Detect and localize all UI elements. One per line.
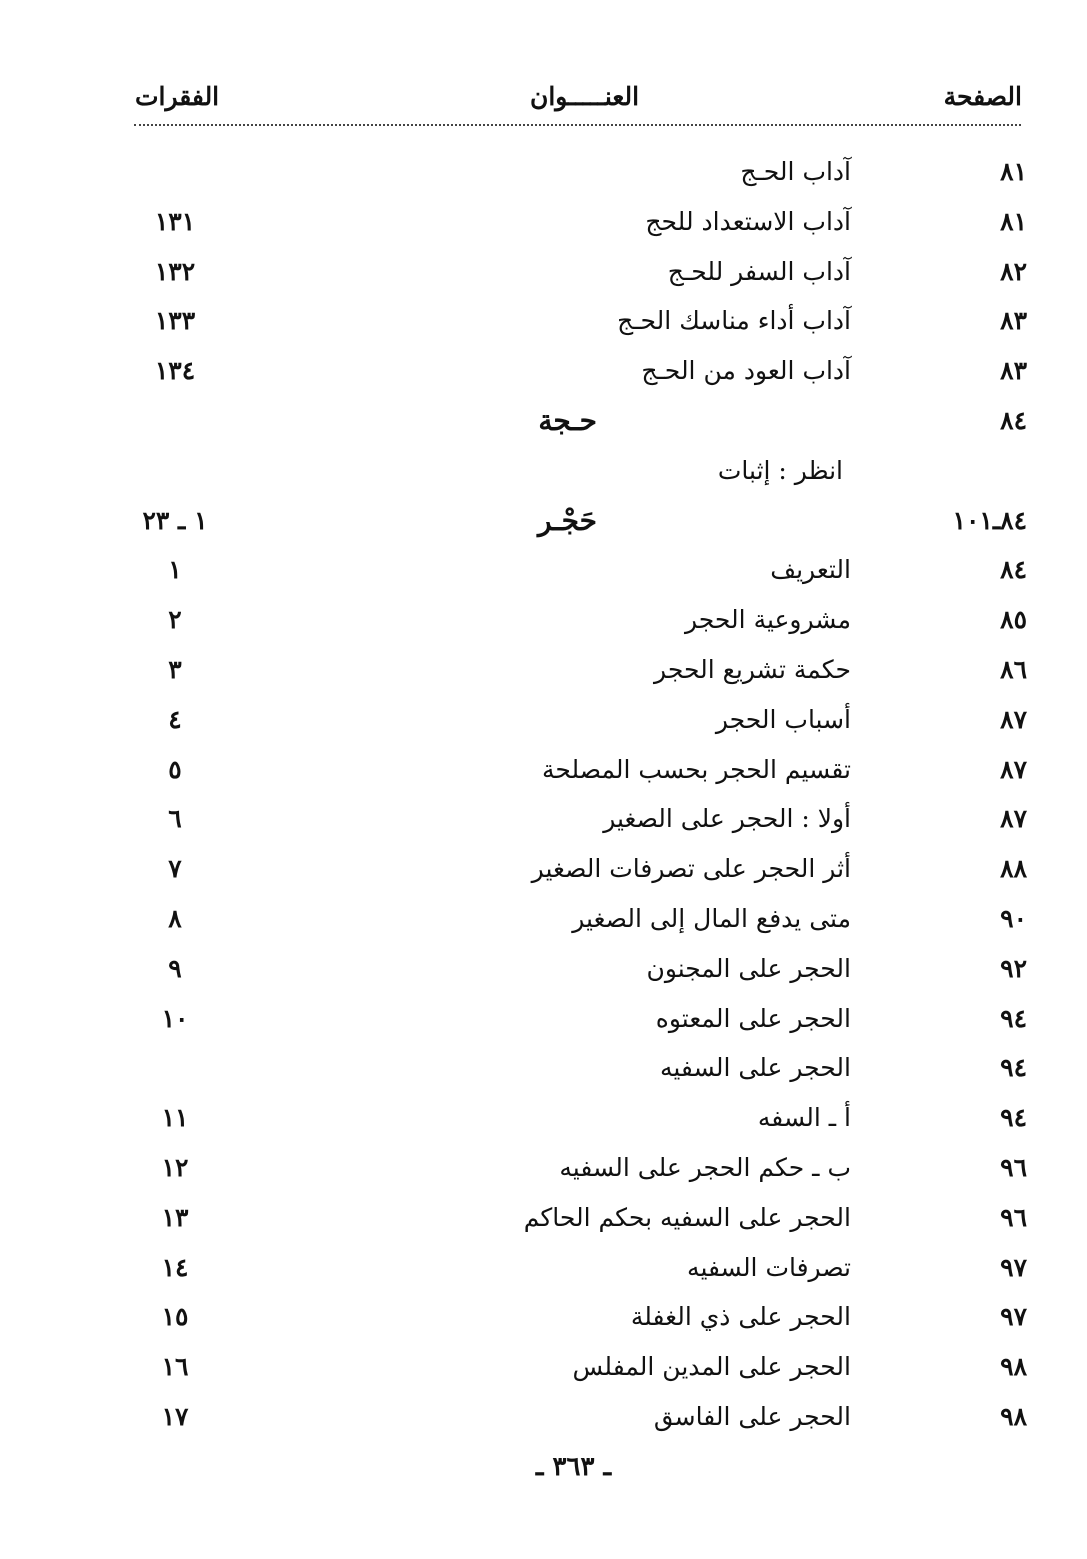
entry-title: آداب الحـج <box>740 157 851 186</box>
list-item <box>0 200 1087 244</box>
entry-paragraph-range: ١ ـ ٢٣ <box>142 505 208 535</box>
list-item <box>0 997 1087 1041</box>
entry-title: أسباب الحجر <box>715 704 851 734</box>
entry-paragraph-range: ١٥ <box>161 1302 189 1332</box>
entry-title: متى يدفع المال إلى الصغير <box>572 904 851 933</box>
entry-title: آداب العود من الحـج <box>641 356 851 386</box>
list-item <box>0 1196 1087 1240</box>
entry-page-number: ٨٨ <box>1000 854 1027 884</box>
list-item <box>0 648 1087 692</box>
entry-paragraph-range: ١٤ <box>161 1252 189 1282</box>
list-item <box>0 847 1087 891</box>
list-item <box>0 748 1087 792</box>
entry-title: الحجر على المدين المفلس <box>572 1352 851 1382</box>
entry-heading: حَجْـر <box>537 503 597 537</box>
entry-paragraph-range: ١ <box>168 555 182 585</box>
entry-page-number: ٨٤ <box>1000 555 1027 585</box>
entry-paragraph-range: ١٢ <box>161 1153 189 1182</box>
entry-heading: حـجة <box>538 404 597 437</box>
entry-page-number: ٩٤ <box>1000 1053 1027 1083</box>
list-item <box>0 1246 1087 1290</box>
entry-page-number: ٨٢ <box>1000 256 1027 286</box>
entry-page-number: ٨٧ <box>1000 804 1027 834</box>
entry-page-number: ٩٢ <box>1000 953 1027 983</box>
entry-paragraph-range: ٦ <box>168 804 182 834</box>
entry-paragraph-range: ١٣٤ <box>154 356 196 386</box>
dotted-divider <box>134 124 1021 126</box>
entry-title: آداب الاستعداد للحج <box>645 206 851 236</box>
entry-paragraph-range: ١٣٢ <box>154 256 196 286</box>
entry-paragraph-range: ٥ <box>168 754 182 784</box>
page-number-footer <box>0 1452 1087 1482</box>
entry-paragraph-range: ٧ <box>168 854 182 884</box>
entry-page-number: ٩٨ <box>1000 1402 1027 1431</box>
entry-title: التعريف <box>770 555 851 585</box>
list-item <box>0 598 1087 642</box>
entry-page-number: ٩٧ <box>1000 1302 1027 1332</box>
entry-title: آداب أداء مناسك الحـج <box>617 306 851 336</box>
entry-paragraph-range: ١٧ <box>161 1402 189 1431</box>
entry-page-number: ٨٧ <box>1000 754 1027 784</box>
list-item <box>0 349 1087 393</box>
list-item <box>0 1146 1087 1190</box>
list-item <box>0 250 1087 294</box>
entry-paragraph-range: ٩ <box>168 953 182 983</box>
entry-page-number: ٩٨ <box>1000 1352 1027 1382</box>
page-number: ـ ٣٦٣ ـ <box>535 1452 612 1482</box>
entry-title: حكمة تشريع الحجر <box>654 655 851 684</box>
entry-page-number: ٩٤ <box>1000 1103 1027 1133</box>
list-item <box>0 1395 1087 1439</box>
entry-see-also: انظر : إثبات <box>717 455 843 485</box>
entry-page-number: ٨٣ <box>1000 306 1027 336</box>
entry-paragraph-range: ١١ <box>161 1103 189 1133</box>
entry-title: ب ـ حكم الحجر على السفيه <box>559 1153 851 1182</box>
table-header <box>130 82 1022 122</box>
entry-paragraph-range: ١٠ <box>161 1003 189 1033</box>
list-item <box>0 1046 1087 1090</box>
entry-page-number: ٩٠ <box>1000 904 1027 933</box>
header-title-column: العنـــــوان <box>530 82 640 111</box>
entry-paragraph-range: ٢ <box>168 605 182 635</box>
list-item <box>0 897 1087 941</box>
list-item <box>0 449 1087 493</box>
list-item <box>0 399 1087 443</box>
entry-page-number: ٨٣ <box>1000 356 1027 386</box>
list-item <box>0 698 1087 742</box>
entry-title: مشروعية الحجر <box>684 605 851 635</box>
entry-title: أولا : الحجر على الصغير <box>603 804 851 834</box>
list-item <box>0 299 1087 343</box>
entry-page-number: ٨٧ <box>1000 704 1027 734</box>
entry-page-number: ٨١ <box>1000 157 1027 186</box>
entry-page-number: ٩٧ <box>1000 1252 1027 1282</box>
entry-page-number: ٩٦ <box>1000 1153 1027 1182</box>
entry-paragraph-range: ١٣١ <box>154 206 196 236</box>
entry-page-number: ٨٦ <box>1000 655 1027 684</box>
entry-page-number: ٨١ <box>1000 206 1027 236</box>
entry-page-number: ٨٤ـ١٠١ <box>952 505 1027 535</box>
entry-title: تقسيم الحجر بحسب المصلحة <box>541 754 851 784</box>
entry-page-number: ٩٤ <box>1000 1003 1027 1033</box>
entry-title: أثر الحجر على تصرفات الصغير <box>531 854 851 884</box>
entry-paragraph-range: ٤ <box>168 704 182 734</box>
list-item <box>0 548 1087 592</box>
list-item <box>0 797 1087 841</box>
list-item <box>0 1295 1087 1339</box>
entry-paragraph-range: ٣ <box>168 655 182 684</box>
entry-title: آداب السفر للحـج <box>667 256 851 286</box>
entry-title: الحجر على الفاسق <box>653 1402 851 1431</box>
entry-page-number: ٨٥ <box>1000 605 1027 635</box>
entry-page-number: ٨٤ <box>1000 406 1027 435</box>
entry-paragraph-range: ٨ <box>168 904 182 933</box>
list-item <box>0 1345 1087 1389</box>
entry-title: الحجر على السفيه <box>659 1053 851 1083</box>
list-item <box>0 947 1087 991</box>
list-item <box>0 499 1087 543</box>
entry-paragraph-range: ١٣ <box>161 1202 189 1232</box>
list-item <box>0 1096 1087 1140</box>
entry-title: الحجر على السفيه بحكم الحاكم <box>523 1202 851 1232</box>
entry-title: الحجر على المجنون <box>646 953 851 983</box>
entry-paragraph-range: ١٦ <box>161 1352 189 1382</box>
entry-title: تصرفات السفيه <box>687 1252 851 1282</box>
entry-title: الحجر على ذي الغفلة <box>630 1302 851 1332</box>
entry-page-number: ٩٦ <box>1000 1202 1027 1232</box>
list-item <box>0 150 1087 194</box>
entry-title: أ ـ السفه <box>757 1103 851 1133</box>
entry-paragraph-range: ١٣٣ <box>154 306 196 336</box>
entry-title: الحجر على المعتوه <box>655 1003 851 1033</box>
header-paragraphs-column: الفقرات <box>135 82 220 111</box>
header-page-column: الصفحة <box>943 82 1022 111</box>
